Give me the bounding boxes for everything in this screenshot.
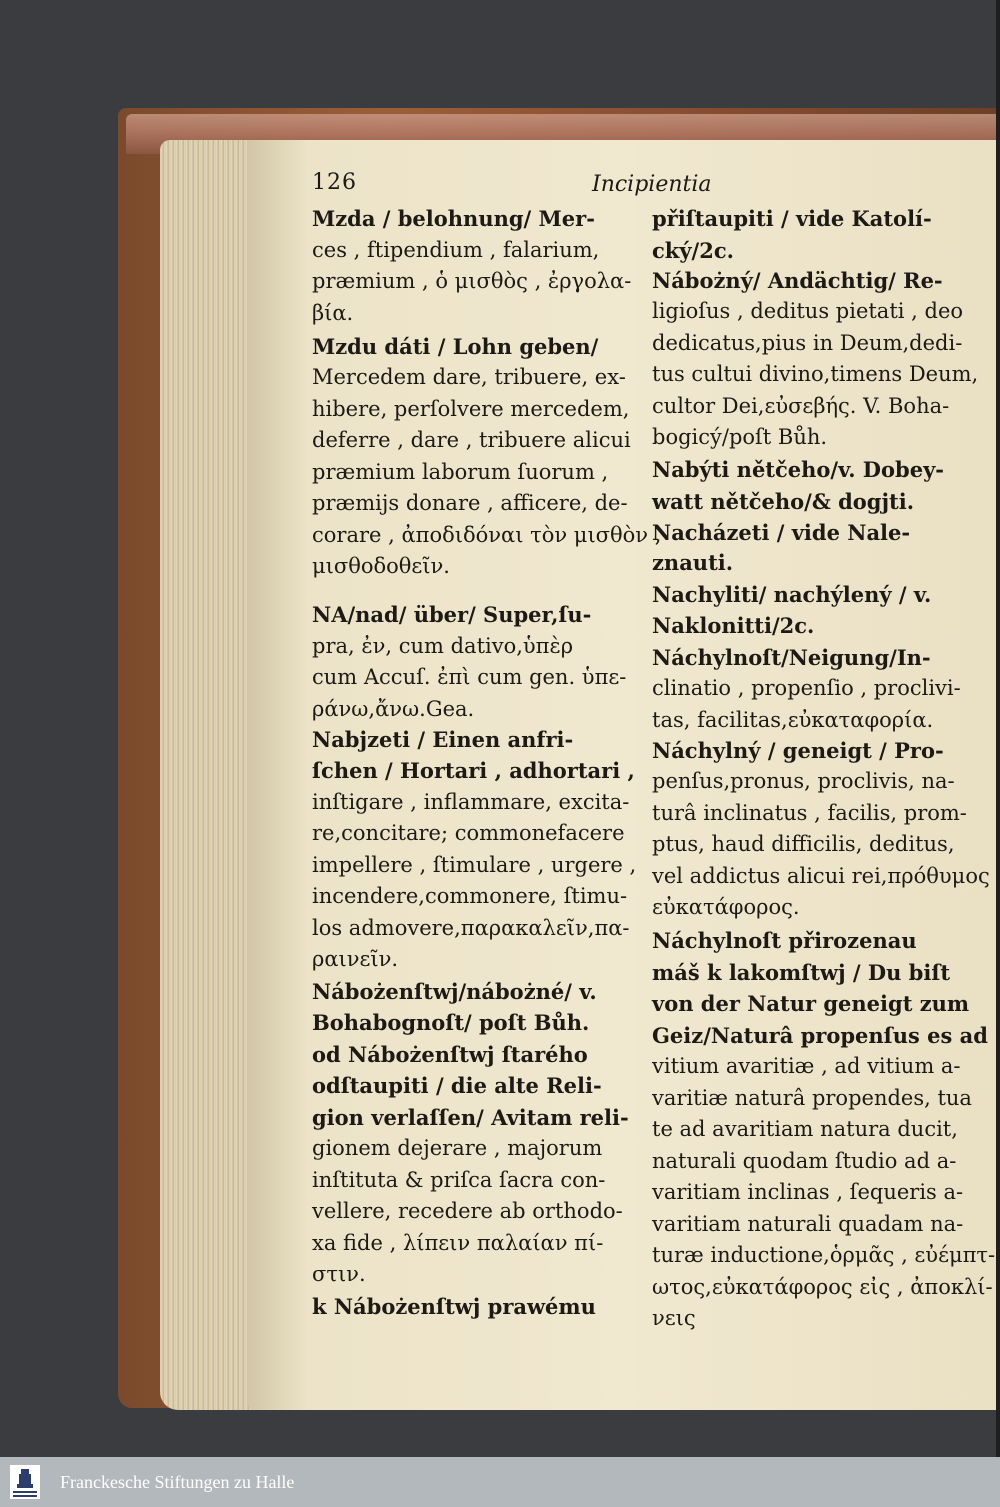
right-column-line: dedicatus,pius in Deum,dedi- — [652, 330, 963, 355]
left-column-line: στιν. — [312, 1262, 366, 1286]
left-column-line: Mzdu dáti / Lohn geben/ — [312, 333, 599, 359]
left-column-line: cum Accuſ. ἐπὶ cum gen. ὑπε- — [312, 665, 627, 689]
right-column-line: Nábożný/ Andächtig/ Re- — [652, 267, 943, 293]
page-edges — [160, 140, 260, 1410]
right-column-line: Nachyliti/ nachýlený / v. — [652, 581, 932, 607]
right-column-line: naturali quodam ſtudio ad a- — [652, 1148, 957, 1173]
left-column-line: præmium , ὁ μισθὸς , ἐργολα- — [312, 269, 632, 293]
right-column-line: cký/2c. — [652, 237, 734, 263]
left-column-line: impellere , ſtimulare , urgere , — [312, 852, 637, 877]
right-column-line: εὐκατάφορος. — [652, 895, 800, 919]
running-head: Incipientia — [592, 172, 712, 197]
right-column-line: Geiz/Naturâ propenſus es ad — [652, 1022, 988, 1048]
left-column-line: re,concitare; commonefacere — [312, 821, 625, 845]
right-column-line: znauti. — [652, 550, 734, 575]
right-column-line: ωτος,εὐκατάφορος εἰς , ἀποκλί- — [652, 1274, 993, 1299]
right-column-line: ptus, haud difficilis, deditus, — [652, 832, 955, 856]
left-column-line: hibere, perſolvere mercedem, — [312, 396, 630, 421]
right-column-line: vitium avaritiæ , ad vitium a- — [652, 1054, 961, 1078]
right-column-line: Nacházeti / vide Nale- — [652, 520, 911, 545]
page-text — [312, 168, 1000, 1330]
left-column-line: od Nábożenſtwj ſtarého — [312, 1041, 588, 1067]
right-column-line: varitiam naturali quadam na- — [652, 1211, 964, 1236]
right-column-line: penſus,pronus, proclivis, na- — [652, 769, 955, 793]
left-column-line: Bohabognoſt/ poſt Bůh. — [312, 1010, 590, 1035]
left-column-line: βία. — [312, 300, 354, 325]
right-column-line: tus cultui divino,timens Deum, — [652, 362, 979, 386]
left-column-line: gion verlaſſen/ Avitam reli- — [312, 1104, 629, 1130]
right-column-line: Nabýti nětčeho/v. Dobey- — [652, 457, 944, 482]
right-column-line: ligioſus , deditus pietati , deo — [652, 299, 964, 323]
footer-label: Franckesche Stiftungen zu Halle — [60, 1472, 295, 1492]
foundation-logo-icon — [10, 1465, 40, 1499]
right-column-line: máš k lakomſtwj / Du biſt — [652, 959, 951, 985]
right-column-line: tas, facilitas,εὐκαταφορία. — [652, 707, 934, 732]
left-column-line: los admovere,παρακαλεῖν,πα- — [312, 915, 630, 940]
right-column-line: cultor Dei,εὐσεβής. V. Boha- — [652, 393, 950, 418]
left-column-line: Nabjzeti / Einen anfri- — [312, 726, 574, 752]
right-column-line: von der Natur geneigt zum — [652, 991, 970, 1016]
right-column-line: Náchylnoſt/Neigung/In- — [652, 644, 931, 670]
left-column-line: ſchen / Hortari , adhortari , — [312, 758, 635, 783]
left-column-line: k Nábożenſtwj prawému — [312, 1293, 596, 1319]
left-column-line: odſtaupiti / die alte Reli- — [312, 1073, 602, 1098]
right-column-line: Náchylnoſt přirozenau — [652, 928, 917, 953]
left-column-line: NA/nad/ über/ Super,ſu- — [312, 602, 592, 627]
page-number: 126 — [312, 170, 357, 195]
right-column-line: vel addictus alicui rei,πρόθυμος — [652, 863, 990, 888]
right-column-line: přiſtaupiti / vide Katolí- — [652, 206, 932, 231]
left-column-line: μισθοδοθεῖν. — [312, 554, 450, 578]
left-column-line: inſtituta & priſca ſacra con- — [312, 1167, 606, 1192]
right-column-line: varitiam inclinas , ſequeris a- — [652, 1180, 964, 1204]
left-column-line: incendere,commonere, ſtimu- — [312, 884, 628, 908]
right-column-line: νεις — [652, 1306, 696, 1330]
right-column-line: Naklonitti/2c. — [652, 613, 815, 638]
left-column-line: corare , ἀποδιδόναι τὸν μισθὸν , — [312, 522, 662, 547]
left-column-line: Nábożenſtwj/nábożné/ v. — [312, 978, 597, 1004]
right-column-line: bogicý/poſt Bůh. — [652, 425, 828, 449]
right-column-line: turâ inclinatus , facilis, prom- — [652, 800, 967, 825]
left-column-line: inſtigare , inflammare, excita- — [312, 789, 630, 814]
left-column-line: Mercedem dare, tribuere, ex- — [312, 365, 626, 389]
left-column-line: pra, ἐν, cum dativo,ὑπὲρ — [312, 633, 574, 658]
right-column-line: Náchylný / geneigt / Pro- — [652, 737, 944, 763]
left-column-line: ραινεῖν. — [312, 947, 399, 971]
left-column-line: ράνω,ἄνω.Gea. — [312, 696, 475, 721]
left-column-line: præmium laborum ſuorum , — [312, 459, 609, 484]
left-column-line: deferre , dare , tribuere alicui — [312, 428, 631, 452]
left-column-line: ces , ftipendium , falarium, — [312, 237, 600, 262]
right-column-line: clinatio , propenſio , proclivi- — [652, 676, 961, 700]
left-column-line: Mzda / belohnung/ Mer- — [312, 206, 595, 231]
left-column-line: vellere, recedere ab orthodo- — [312, 1199, 623, 1223]
right-column-line: te ad avaritiam natura ducit, — [652, 1117, 958, 1141]
right-column-line: turæ inductione,ὁρμᾶς , εὐέμπτ- — [652, 1243, 996, 1267]
left-column-line: præmijs donare , afficere, de- — [312, 491, 628, 515]
left-column-line: gionem dejerare , majorum — [312, 1136, 603, 1160]
right-column-line: varitiæ naturâ propendes, tua — [652, 1085, 972, 1110]
footer-bar — [0, 1457, 1000, 1507]
left-column-line: xa fide , λίπειν παλαίαν πί- — [312, 1230, 604, 1255]
right-column-line: watt nětčeho/& dogjti. — [652, 488, 915, 514]
